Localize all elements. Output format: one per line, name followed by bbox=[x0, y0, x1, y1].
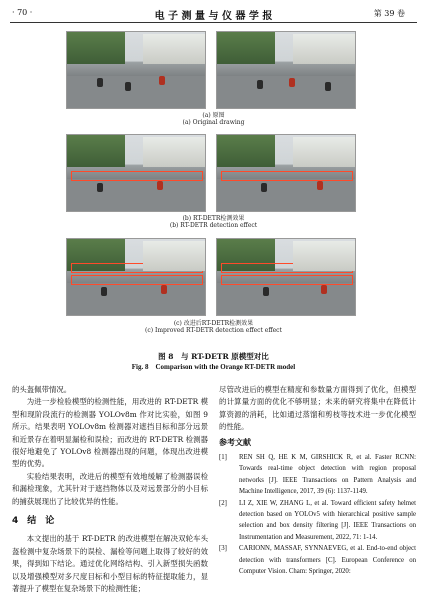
subcaption-c-cn: (c) 改进后RT-DETR检测效果 bbox=[173, 320, 254, 327]
improved-photo-right bbox=[216, 238, 356, 316]
original-photo-right bbox=[216, 31, 356, 109]
paragraph: 为进一步检验模型的检测性能，用改进的 RT-DETR 模型和现阶段流行的检测器 YOLOv8m 作对比实验，如图 9 所示。结果表明 YOLOv8m 检测器对遮挡目标和部分远景和近景存在着明显漏检和误检；而改进的 RT-DETR 检测器很好地避免了 YOLOv8 检测器出现的问题，体现出改进模型的优势。 bbox=[12, 397, 208, 469]
right-column bbox=[219, 384, 416, 578]
figure-caption-en: Fig. 8 Comparison with the Orange RT-DETR model bbox=[131, 363, 296, 371]
original-photo-left bbox=[66, 31, 206, 109]
rtdetr-photo-right bbox=[216, 134, 356, 212]
reference-item: [3] CARIONN, MASSAF, SYNNAEVEG, et al. End-to-end object detection with transformers [C]. European Conference on Computer Vision. Cham: Springer, 2020: bbox=[219, 545, 416, 576]
paragraph: 本文提出的基于 RT-DETR 的改进模型在解决双轮车头盔检测中复杂场景下的误检、漏检等问题上取得了较好的效果，得到如下结论。通过优化网络结构、引入新型损失函数以及增强模型对多尺度目标和小型目标的特征提取能力，显著提升了模型在复杂场景下的检测性能； bbox=[12, 534, 208, 594]
references-heading: 参考文献 bbox=[219, 437, 251, 447]
reference-item: [1] REN SH Q, HE K M, GIRSHICK R, et al. Faster RCNN: Towards real-time object detection with region proposal networks [J]. IEEE Transactions on Pattern Analysis and Machine Intelligence, 2017, 39 (6): 1137-1149. bbox=[219, 454, 416, 496]
paragraph: 尽管改进后的模型在精度和参数量方面得到了优化，但模型的计算量方面的优化不够明显；未来的研究将集中在降低计算资源的消耗，比如通过蒸馏和剪枝等技术进一步优化模型的性能。 bbox=[219, 385, 416, 432]
left-column bbox=[12, 384, 208, 596]
page-header bbox=[0, 0, 427, 26]
subcaption-a-cn: (a) 原图 bbox=[202, 112, 225, 119]
reference-item: [2] LI Z, XIE W, ZHANG L, et al. Toward efficient safety helmet detection based on YOLOv5 with hierarchical positive sample selection and box density filtering [J]. IEEE Transactions on Instrumentation and Measurement, 2022, 71: 1-14. bbox=[219, 499, 416, 541]
subcaption-b-cn: (b) RT-DETR检测效果 bbox=[182, 215, 245, 222]
header-rule bbox=[10, 22, 417, 23]
subcaption-b-en: (b) RT-DETR detection effect bbox=[169, 222, 258, 229]
figure-caption-cn: 图 8 与 RT-DETR 原模型对比 bbox=[158, 352, 269, 361]
journal-title: 电 子 测 量 与 仪 器 学 报 bbox=[154, 11, 273, 22]
paragraph: 实验结果表明，改进后的模型有效地缓解了检测器误检和漏检现象，尤其针对于遮挡物体以及对远景部分的小目标的捕获展现出了比较优异的性能。 bbox=[12, 471, 208, 506]
section-heading: 4 结 论 bbox=[12, 516, 55, 527]
page-number: · 70 · bbox=[12, 8, 33, 17]
volume-label: 第 39 卷 bbox=[373, 9, 405, 18]
rtdetr-photo-left bbox=[66, 134, 206, 212]
improved-photo-left bbox=[66, 238, 206, 316]
subcaption-c-en: (c) Improved RT-DETR detection effect effect bbox=[145, 327, 282, 334]
paragraph: 的头盔佩带情况。 bbox=[12, 385, 72, 394]
subcaption-a-en: (a) Original drawing bbox=[182, 119, 245, 126]
